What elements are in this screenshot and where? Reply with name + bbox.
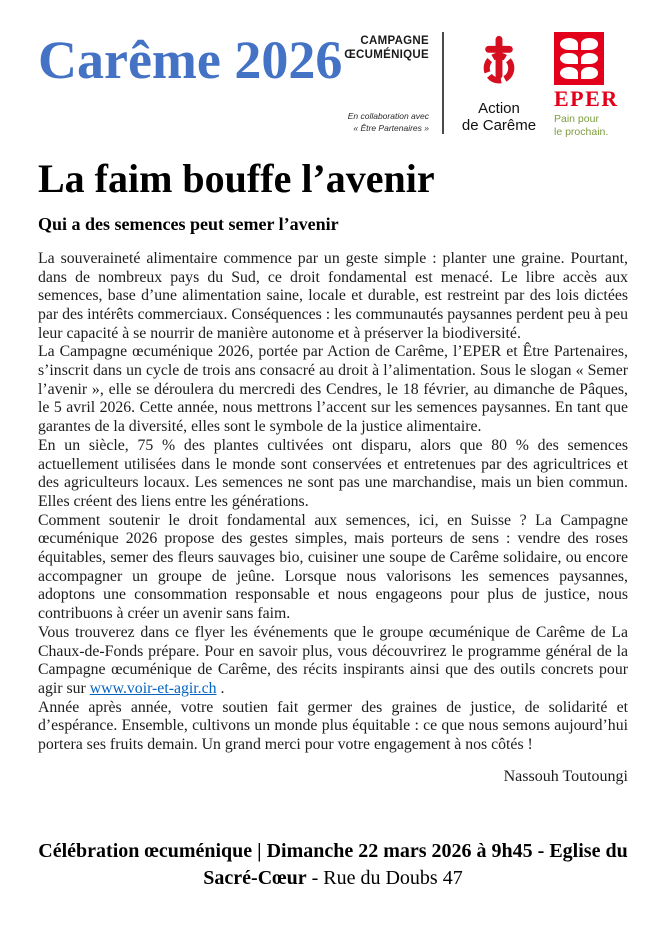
eper-wordmark: EPER bbox=[554, 86, 619, 111]
eper-grain-leaves-icon bbox=[554, 32, 604, 85]
page-header bbox=[38, 24, 628, 142]
article bbox=[38, 158, 628, 786]
eper-tagline: Pain pour le prochain. bbox=[554, 113, 609, 138]
brand-title: Carême 2026 bbox=[38, 30, 343, 90]
campagne-oecumenique-block bbox=[344, 28, 429, 134]
celebration-bold-text: Célébration œcuménique | Dimanche 22 mars 2026 à 9h45 - Eglise du Sacré-Cœur bbox=[38, 839, 628, 889]
logo-group bbox=[344, 24, 628, 138]
celebration-regular-text: - Rue du Doubs 47 bbox=[306, 866, 463, 889]
action-de-careme-logo bbox=[457, 28, 541, 135]
article-body bbox=[38, 250, 628, 755]
celebration-banner bbox=[38, 838, 628, 892]
article-title: La faim bouffe l’avenir bbox=[38, 156, 435, 201]
body-paragraph: Année après année, votre soutien fait germer des graines de justice, de solidarité et d’espérance. Ensemble, cultivons un monde plus équitable : ce que nous semons aujourd’hui portera ses fruits demain. Un grand merci pour votre engagement à nos côtés ! bbox=[38, 698, 628, 754]
body-paragraph: Comment soutenir le droit fondamental aux semences, ici, en Suisse ? La Campagne œcuménique 2026 propose des gestes simples, mais porteurs de sens : vendre des roses équitables, semer des fleurs sauvages bio, cuisiner une soupe de Carême solidaire, ou encore accompagner un groupe de jeûne. Lorsque nous valorisons les semences paysannes, adoptons une consommation responsable et nous engageons pour plus de justice, nous contribuons à créer un avenir sans faim. bbox=[38, 511, 628, 623]
campagne-oecumenique-label: CAMPAGNE ŒCUMÉNIQUE bbox=[344, 35, 429, 62]
page-footer bbox=[38, 838, 628, 892]
collaboration-note: En collaboration avec « Être Partenaires » bbox=[347, 111, 429, 133]
logo-divider bbox=[442, 32, 444, 134]
signature: Nassouh Toutoungi bbox=[503, 767, 628, 785]
voir-et-agir-link[interactable]: www.voir-et-agir.ch bbox=[89, 679, 217, 697]
body-paragraph: La souveraineté alimentaire commence par un geste simple : planter une graine. Pourtant, dans de nombreux pays du Sud, ce droit fondamental est menacé. Le libre accès aux semences, base d’une alimentation saine, locale et durable, est restreint par des lois dictées par des intérêts commerciaux. Conséquences : les communautés paysannes perdent peu à peu leur capacité à se nourrir de manière autonome et à préserver la biodiversité. bbox=[38, 249, 628, 342]
body-paragraph: La Campagne œcuménique 2026, portée par Action de Carême, l’EPER et Être Partenaires, s’inscrit dans un cycle de trois ans consacré au droit à l’alimentation. Sous le slogan « Semer l’avenir », elle se déroulera du mercredi des Cendres, le 18 février, au dimanche de Pâques, le 5 avril 2026. Cette année, nous mettrons l’accent sur les semences paysannes. En tant que garantes de la diversité, elles sont le symbole de la justice alimentaire. bbox=[38, 343, 628, 436]
article-subtitle: Qui a des semences peut semer l’avenir bbox=[38, 214, 339, 234]
body-paragraph: Vous trouverez dans ce flyer les événements que le groupe œcuménique de Carême de La Chaux-de-Fonds prépare. Pour en savoir plus, vous découvrirez le programme général de la Campagne œcuménique de Carême, des récits inspirants ainsi que des outils concrets pour agir sur www.voir-et-agir.ch . bbox=[38, 623, 628, 697]
action-de-careme-label: Action de Carême bbox=[461, 100, 537, 135]
eper-logo bbox=[554, 28, 628, 138]
action-de-careme-cross-circle-icon bbox=[476, 34, 522, 95]
body-paragraph: En un siècle, 75 % des plantes cultivées ont disparu, alors que 80 % des semences actuellement utilisées dans le monde sont conservées et entretenues par des agricultrices et des agriculteurs locaux. Les semences ne sont pas une marchandise, mais un bien commun. Elles créent des liens entre les générations. bbox=[38, 436, 628, 510]
